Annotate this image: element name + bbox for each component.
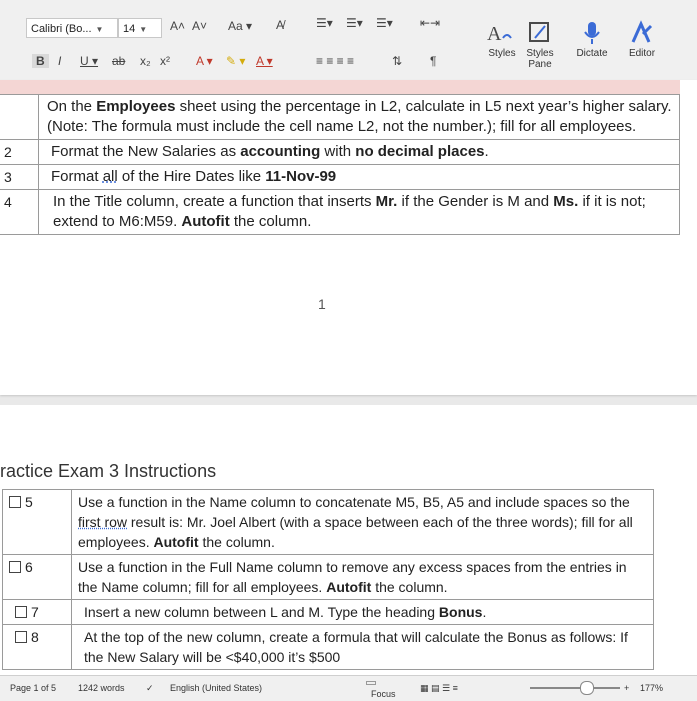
page-count[interactable]: Page 1 of 5 xyxy=(10,683,57,693)
subscript-button[interactable]: x₂ xyxy=(140,54,151,68)
view-buttons-icon[interactable]: ▦ ▤ ☰ ≡ xyxy=(420,683,458,693)
ribbon-toolbar xyxy=(0,0,697,81)
step-text[interactable]: Format the New Salaries as accounting with no decimal places. xyxy=(39,140,680,165)
change-case-label: Aa xyxy=(228,19,243,33)
step-text[interactable]: Use a function in the Full Name column to remove any excess spaces from the entries in the Name column; fill for all employees. Autofit the column. xyxy=(72,555,654,600)
document-page-2 xyxy=(0,405,697,675)
step-number-cell xyxy=(3,555,72,600)
word-count[interactable]: 1242 words xyxy=(78,683,125,693)
font-size-dropdown[interactable] xyxy=(118,18,162,38)
indent-icon[interactable]: ⇤⇥ xyxy=(420,16,441,30)
table-row xyxy=(0,95,680,140)
numbering-icon[interactable]: ☰▾ xyxy=(346,16,363,30)
step-text[interactable]: In the Title column, create a function that inserts Mr. if the Gender is M and Ms. if it is not; extend to M6:M59. Autofit the column. xyxy=(39,190,680,235)
table-row xyxy=(3,600,654,625)
table-row xyxy=(0,190,680,235)
superscript-button[interactable]: x² xyxy=(160,54,170,68)
styles-pane-label: Styles Pane xyxy=(526,48,554,70)
step-number-cell xyxy=(3,490,72,555)
table-row xyxy=(3,490,654,555)
zoom-level[interactable]: 177% xyxy=(640,683,664,693)
step-text[interactable]: Use a function in the Name column to concatenate M5, B5, A5 and include spaces so the first row result is: Mr. Joel Albert (with a space between each of the three words); fill for all employees. Autofit the column. xyxy=(72,490,654,555)
highlight-icon[interactable]: ✎ ▾ xyxy=(226,54,246,68)
table-row xyxy=(3,625,654,670)
bold-button[interactable]: B xyxy=(32,54,49,68)
step-text[interactable]: Insert a new column between L and M. Type the heading Bonus. xyxy=(72,600,654,625)
header-row xyxy=(0,80,680,95)
step-text[interactable]: On the Employees sheet using the percentage in L2, calculate in L5 next year’s higher salary. (Note: The formula must include the cell name L2, not the number.); fill for all employees. xyxy=(39,95,680,140)
focus-label: Focus xyxy=(371,689,396,699)
styles-pane-button[interactable] xyxy=(514,20,566,70)
chevron-down-icon: ▼ xyxy=(139,25,148,34)
zoom-in-icon[interactable]: + xyxy=(624,683,630,693)
align-icons[interactable]: ≡ ≡ ≡ ≡ xyxy=(316,54,355,68)
dictate-label: Dictate xyxy=(576,48,608,59)
svg-text:A: A xyxy=(487,23,502,45)
editor-label: Editor xyxy=(628,48,656,59)
step-number: 4 xyxy=(0,190,39,235)
step-number xyxy=(0,95,39,140)
table-row xyxy=(3,555,654,600)
step-number: 2 xyxy=(0,140,39,165)
step-number: 8 xyxy=(31,629,39,645)
checkbox-icon[interactable] xyxy=(9,496,21,508)
language[interactable]: English (United States) xyxy=(170,683,263,693)
page-heading: ractice Exam 3 Instructions xyxy=(0,461,217,481)
table-row xyxy=(0,140,680,165)
focus-button[interactable] xyxy=(366,681,396,699)
styles-pane-icon xyxy=(527,20,553,46)
step-number-cell xyxy=(3,600,72,625)
checkbox-icon[interactable] xyxy=(9,561,21,573)
strikethrough-button[interactable]: ab xyxy=(112,54,126,68)
step-number: 7 xyxy=(31,604,39,620)
chevron-down-icon: ▼ xyxy=(95,25,104,34)
text-effects-icon[interactable]: A ▾ xyxy=(196,54,213,68)
table-row xyxy=(0,165,680,190)
step-text[interactable]: At the top of the new column, create a formula that will calculate the Bonus as follows: If the New Salary will be <$40,000 it’s $500 xyxy=(72,625,654,670)
checkbox-icon[interactable] xyxy=(15,631,27,643)
font-color-icon[interactable]: A ▾ xyxy=(256,54,273,68)
bullets-icon[interactable]: ☰▾ xyxy=(316,16,333,30)
paragraph-mark-icon[interactable]: ¶ xyxy=(430,54,437,68)
step-number: 3 xyxy=(0,165,39,190)
document-page-1 xyxy=(0,80,697,395)
underline-button[interactable]: U ▾ xyxy=(80,54,99,68)
step-text[interactable]: Format all of the Hire Dates like 11-Nov-99 xyxy=(39,165,680,190)
step-number-cell xyxy=(3,625,72,670)
font-name-dropdown[interactable] xyxy=(26,18,118,38)
shrink-font-icon[interactable]: A˅ xyxy=(192,19,208,33)
styles-label: Styles xyxy=(488,48,516,59)
instructions-table-2 xyxy=(2,489,654,670)
step-number: 6 xyxy=(25,559,33,575)
sort-icon[interactable]: ⇅ xyxy=(392,54,403,68)
editor-icon xyxy=(629,20,655,46)
grow-font-icon[interactable]: A˄ xyxy=(170,19,186,33)
zoom-slider-thumb[interactable] xyxy=(580,681,594,695)
editor-button[interactable] xyxy=(616,20,668,59)
dictate-button[interactable] xyxy=(566,20,618,59)
font-name-value: Calibri (Bo... xyxy=(31,23,92,35)
multilevel-list-icon[interactable]: ☰▾ xyxy=(376,16,393,30)
microphone-icon xyxy=(579,20,605,46)
page-number: 1 xyxy=(318,296,326,312)
checkbox-icon[interactable] xyxy=(15,606,27,618)
italic-button[interactable]: I xyxy=(58,54,62,68)
clear-formatting-icon[interactable]: A̸ xyxy=(276,18,285,32)
instructions-table-1 xyxy=(0,94,680,235)
font-size-value: 14 xyxy=(123,23,136,35)
zoom-slider[interactable] xyxy=(530,687,620,689)
step-number: 5 xyxy=(25,494,33,510)
status-bar xyxy=(0,675,697,701)
change-case-button[interactable]: Aa ▾ xyxy=(228,19,253,33)
proofing-icon[interactable]: ✓ xyxy=(146,683,154,693)
